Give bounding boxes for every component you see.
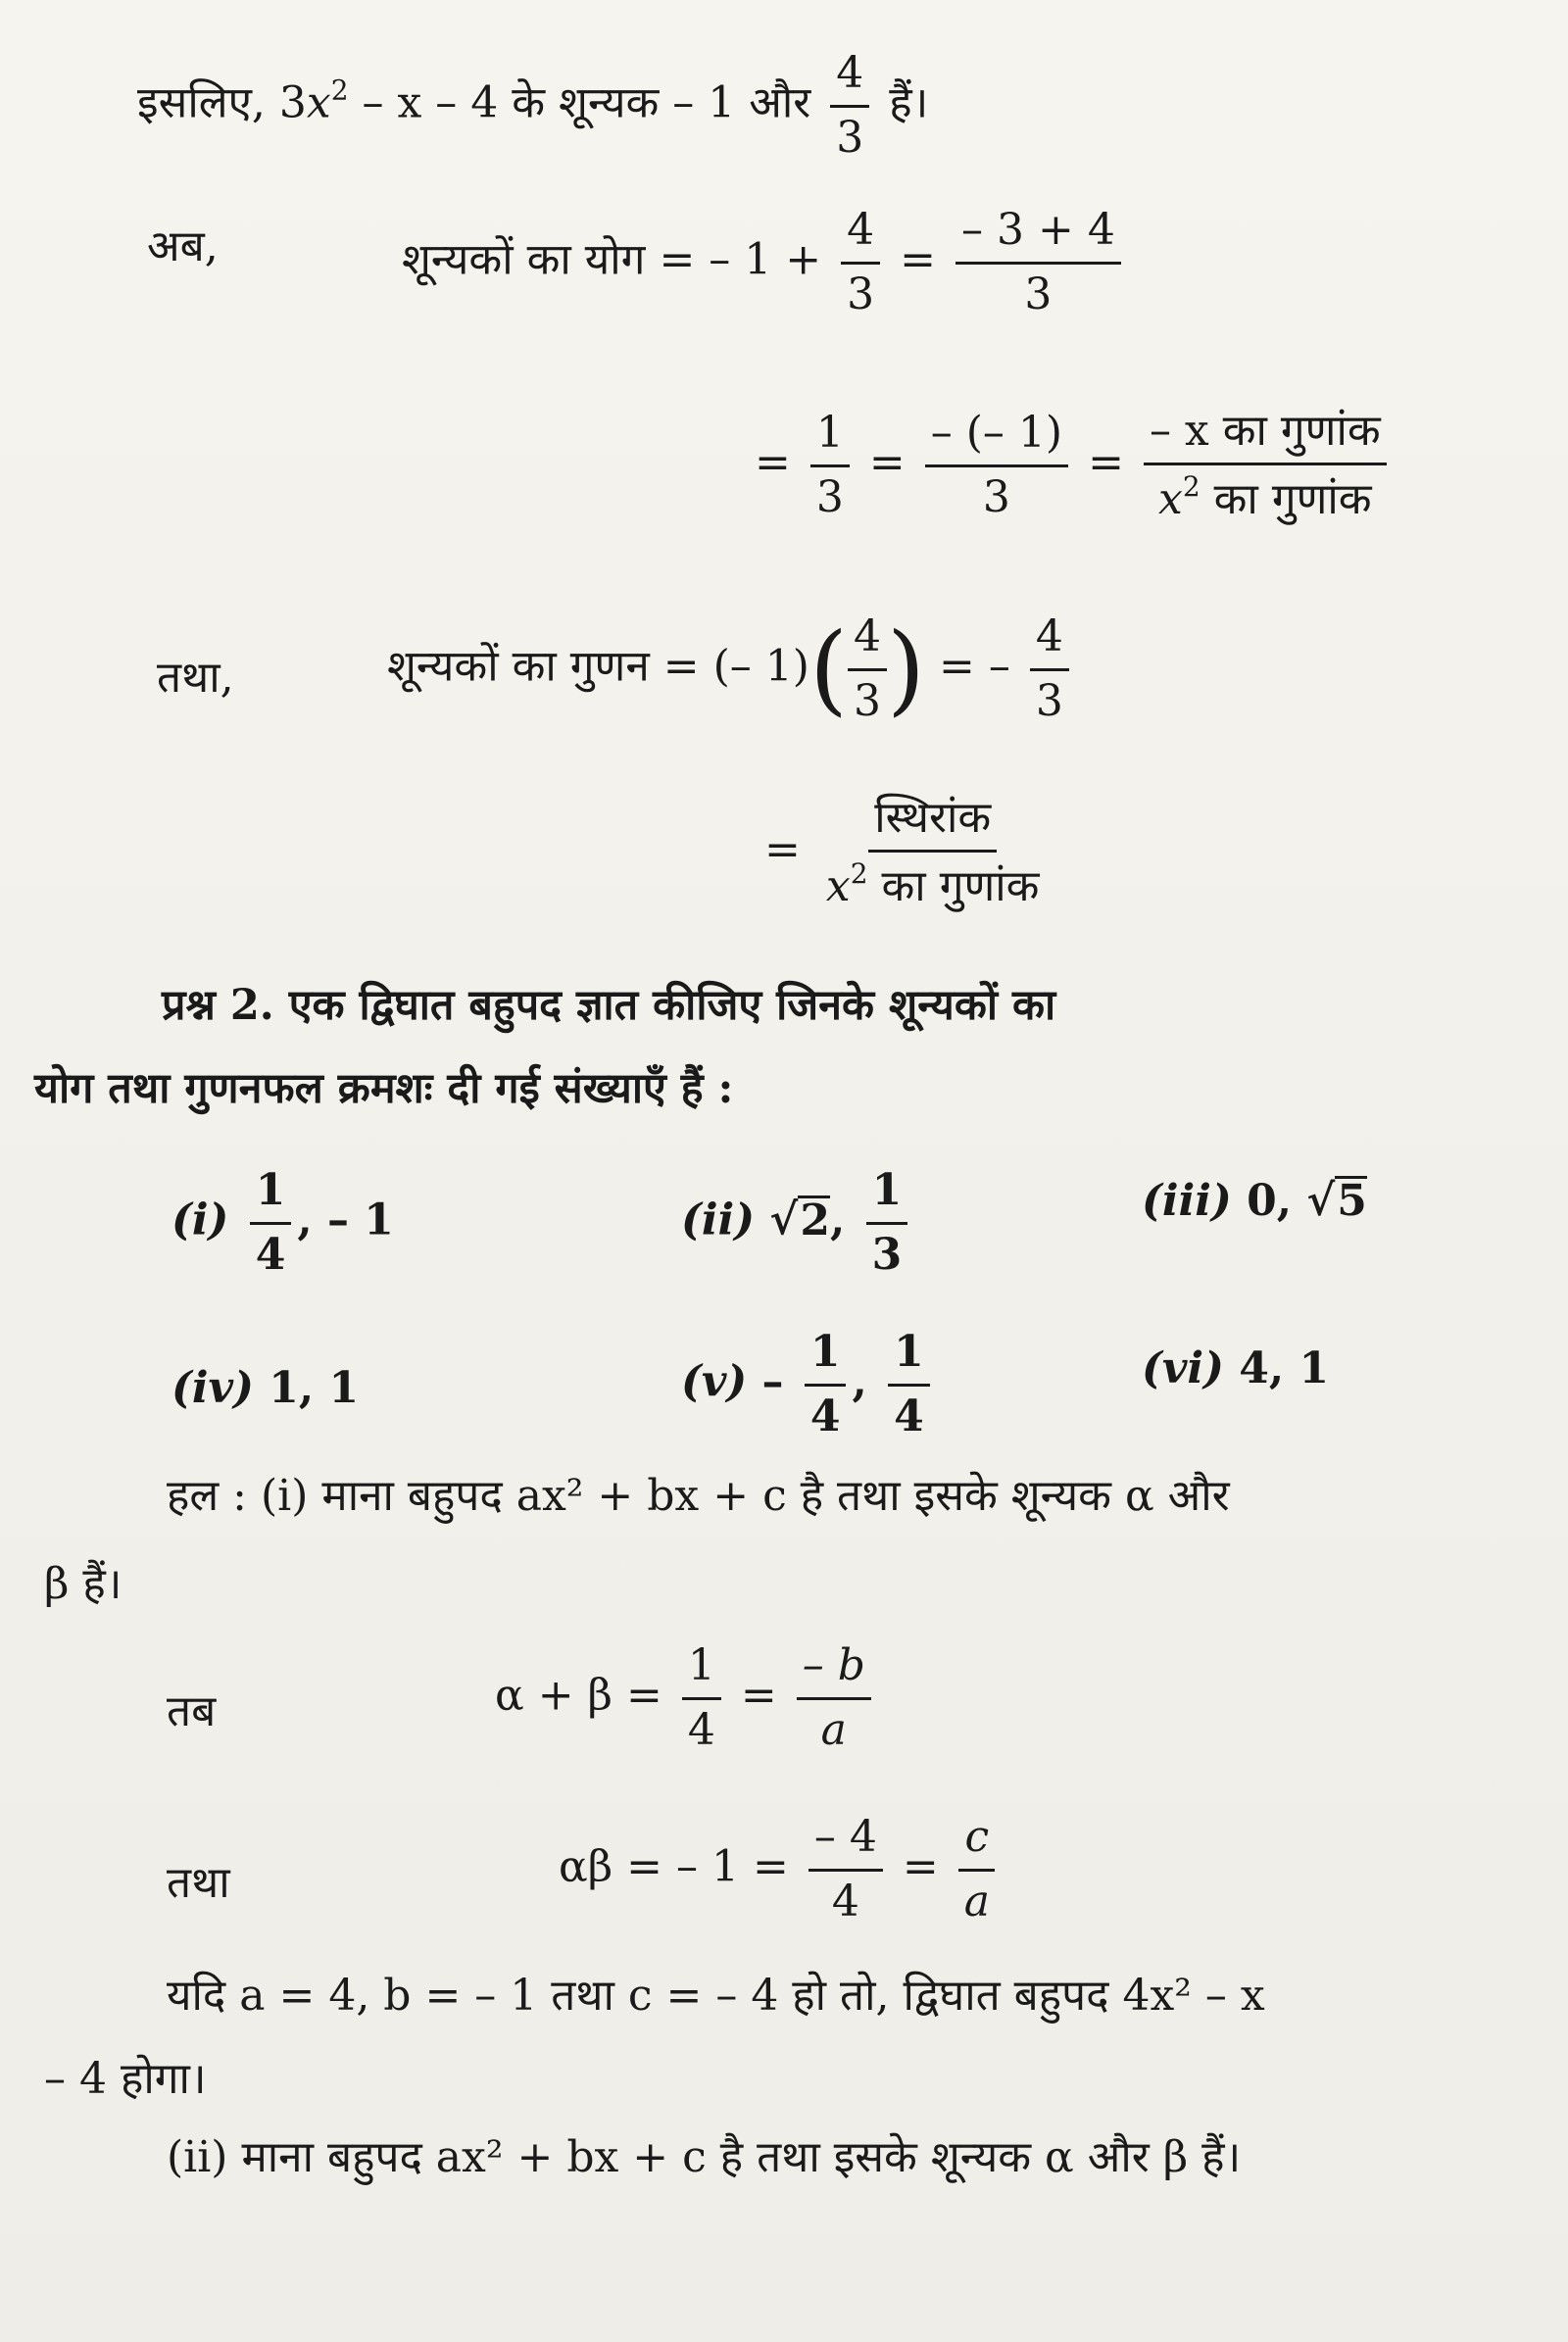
- line-if-values: [167, 1971, 1265, 2021]
- label-tatha-2: [167, 1858, 230, 1908]
- frac-constant-over-coefficient: [820, 794, 1046, 911]
- den-exp: 2: [1182, 469, 1200, 503]
- equals: =: [755, 437, 791, 488]
- frac-1-4: [682, 1641, 721, 1755]
- l1-exp: 2: [330, 73, 349, 107]
- q2-text2: योग तथा गुणनफल क्रमशः दी गई संख्याएँ हैं :: [34, 1064, 734, 1113]
- frac-den: 3: [836, 112, 864, 163]
- equals-minus: = –: [938, 641, 1010, 692]
- frac-1-4-b: [888, 1328, 930, 1441]
- den-rest: का गुणांक: [867, 860, 1040, 911]
- den-var: x: [1158, 473, 1183, 524]
- minus: –: [761, 1356, 784, 1407]
- sqrt-sign: √: [1306, 1176, 1336, 1226]
- frac-den: 3: [853, 675, 881, 726]
- part-vi: [1142, 1343, 1330, 1393]
- tab-text: α + β =: [495, 1670, 662, 1721]
- frac-neg4-4: [808, 1813, 883, 1927]
- frac-den: 4: [255, 1229, 286, 1280]
- part-label: (ii): [681, 1195, 756, 1245]
- part-text: 1, 1: [269, 1363, 360, 1413]
- part-label: (v): [681, 1356, 748, 1407]
- frac-num: – (– 1): [925, 409, 1068, 467]
- frac-1-3: [866, 1166, 908, 1280]
- frac-den: 3: [815, 471, 844, 522]
- sqrt-radicand: 5: [1337, 1176, 1367, 1226]
- tat-label: तथा: [167, 1858, 230, 1908]
- left-paren: (: [808, 611, 848, 727]
- frac-num: 4: [830, 49, 869, 108]
- question-2-line1: [162, 981, 1056, 1030]
- frac-minus3plus4-3: [956, 206, 1121, 319]
- frac-den: a: [963, 1876, 990, 1927]
- frac-den: 3: [1024, 268, 1053, 319]
- separator: ,: [829, 1195, 846, 1245]
- frac-den: [820, 853, 1046, 912]
- equals: =: [1088, 437, 1124, 488]
- solution-line2: [44, 1559, 122, 1609]
- equals: =: [902, 1841, 939, 1892]
- fraction-four-thirds: [830, 49, 869, 163]
- frac-4-3-paren: [848, 612, 887, 726]
- sol-text2: β हैं।: [44, 1559, 122, 1609]
- frac-num: c: [958, 1813, 995, 1872]
- line-part-ii-start: [167, 2132, 1242, 2182]
- frac-num: – x का गुणांक: [1144, 407, 1387, 465]
- label-ab: [147, 221, 219, 271]
- frac-den: 4: [809, 1391, 841, 1441]
- frac-den: 3: [982, 471, 1010, 522]
- part-iv: [172, 1363, 360, 1413]
- frac-4-3-result: [1030, 612, 1069, 726]
- solution-line1: [167, 1471, 1230, 1521]
- den-rest: का गुणांक: [1200, 473, 1372, 524]
- part-text: 4, 1: [1239, 1343, 1330, 1393]
- den-exp: 2: [850, 856, 868, 890]
- frac-num: 1: [682, 1641, 721, 1700]
- frac-num: 1: [805, 1328, 847, 1387]
- frac-neg-b-a: [797, 1641, 871, 1755]
- part-iii: [1142, 1176, 1367, 1224]
- label-tab: [167, 1686, 217, 1736]
- frac-num: 1: [888, 1328, 930, 1387]
- frac-num: 1: [866, 1166, 908, 1225]
- line-alpha-beta-product: [559, 1813, 1002, 1927]
- l4-text: शून्यकों का गुणन = (– 1): [387, 641, 809, 692]
- frac-den: 4: [831, 1876, 859, 1927]
- line-alpha-plus-beta: [495, 1641, 877, 1755]
- part-label: (iii): [1142, 1176, 1232, 1226]
- label-tatha: [157, 653, 234, 703]
- q2-text1: प्रश्न 2. एक द्विघात बहुपद ज्ञात कीजिए जिनके शून्यकों का: [162, 981, 1056, 1030]
- line-product-of-zeros: [387, 612, 1075, 726]
- frac-neg-neg1-3: [925, 409, 1068, 522]
- separator: ,: [852, 1356, 867, 1407]
- tat-text: αβ = – 1 =: [559, 1841, 789, 1892]
- yadi-text1: यदि a = 4, b = – 1 तथा c = – 4 हो तो, द्विघात बहुपद 4x² – x: [167, 1971, 1265, 2021]
- frac-num: – 3 + 4: [956, 206, 1121, 265]
- equals: =: [868, 437, 906, 488]
- frac-den: 3: [1035, 675, 1063, 726]
- frac-1-4-a: [805, 1328, 847, 1441]
- question-2-line2: [34, 1064, 734, 1113]
- yadi-text2: – 4 होगा।: [44, 2054, 207, 2104]
- part-v: [681, 1328, 936, 1441]
- l1-var: x: [306, 77, 331, 128]
- frac-num: – b: [797, 1641, 871, 1700]
- line-polynomial-result: [44, 2054, 207, 2104]
- right-paren: ): [886, 611, 925, 727]
- frac-den: 3: [847, 268, 875, 319]
- line-sum-of-zeros: [402, 206, 1127, 319]
- l1-post: हैं।: [889, 77, 929, 128]
- part-ii: [681, 1166, 913, 1280]
- frac-num: 4: [1030, 612, 1069, 671]
- part-label: (iv): [172, 1363, 254, 1413]
- l1-pre: इसलिए, 3: [137, 77, 307, 128]
- line-zeros-statement: [137, 49, 928, 163]
- part-rest: , – 1: [297, 1195, 394, 1245]
- den-var: x: [825, 860, 851, 911]
- frac-den: [1152, 465, 1378, 525]
- l1-rest: – x – 4 के शून्यक – 1 और: [348, 77, 811, 128]
- frac-1-3: [810, 409, 850, 522]
- frac-den: 4: [687, 1704, 715, 1755]
- equals: =: [900, 234, 937, 285]
- equals: =: [740, 1670, 777, 1721]
- frac-den: 3: [871, 1229, 903, 1280]
- sqrt-radicand: 2: [800, 1195, 830, 1245]
- part-text: 0,: [1247, 1176, 1293, 1226]
- frac-num: 1: [250, 1166, 292, 1225]
- frac-c-a: [958, 1813, 996, 1927]
- tab-label: तब: [167, 1686, 217, 1736]
- frac-num: 4: [848, 612, 887, 671]
- l2-label: अब,: [147, 221, 219, 271]
- sol-text1: हल : (i) माना बहुपद ax² + bx + c है तथा इसके शून्यक α और: [167, 1471, 1230, 1521]
- sqrt-sign: √: [769, 1195, 799, 1245]
- part-label: (vi): [1142, 1343, 1224, 1393]
- line-constant-ratio: [764, 794, 1051, 911]
- frac-den: a: [820, 1704, 847, 1755]
- l2-text: शून्यकों का योग = – 1 +: [402, 234, 822, 285]
- part-i: [172, 1166, 394, 1280]
- frac-num: – 4: [808, 1813, 883, 1872]
- frac-den: 4: [894, 1391, 924, 1441]
- ii-text: (ii) माना बहुपद ax² + bx + c है तथा इसके शून्यक α और β हैं।: [167, 2132, 1242, 2182]
- frac-num: 1: [810, 409, 850, 467]
- part-label: (i): [172, 1195, 229, 1245]
- line-sum-continued: [755, 407, 1393, 524]
- frac-1-4: [250, 1166, 292, 1280]
- equals: =: [764, 824, 801, 875]
- l4-label: तथा,: [157, 653, 234, 703]
- frac-num: स्थिरांक: [868, 794, 997, 853]
- frac-coefficient-ratio: [1144, 407, 1387, 524]
- frac-num: 4: [841, 206, 880, 265]
- frac-4-3: [841, 206, 880, 319]
